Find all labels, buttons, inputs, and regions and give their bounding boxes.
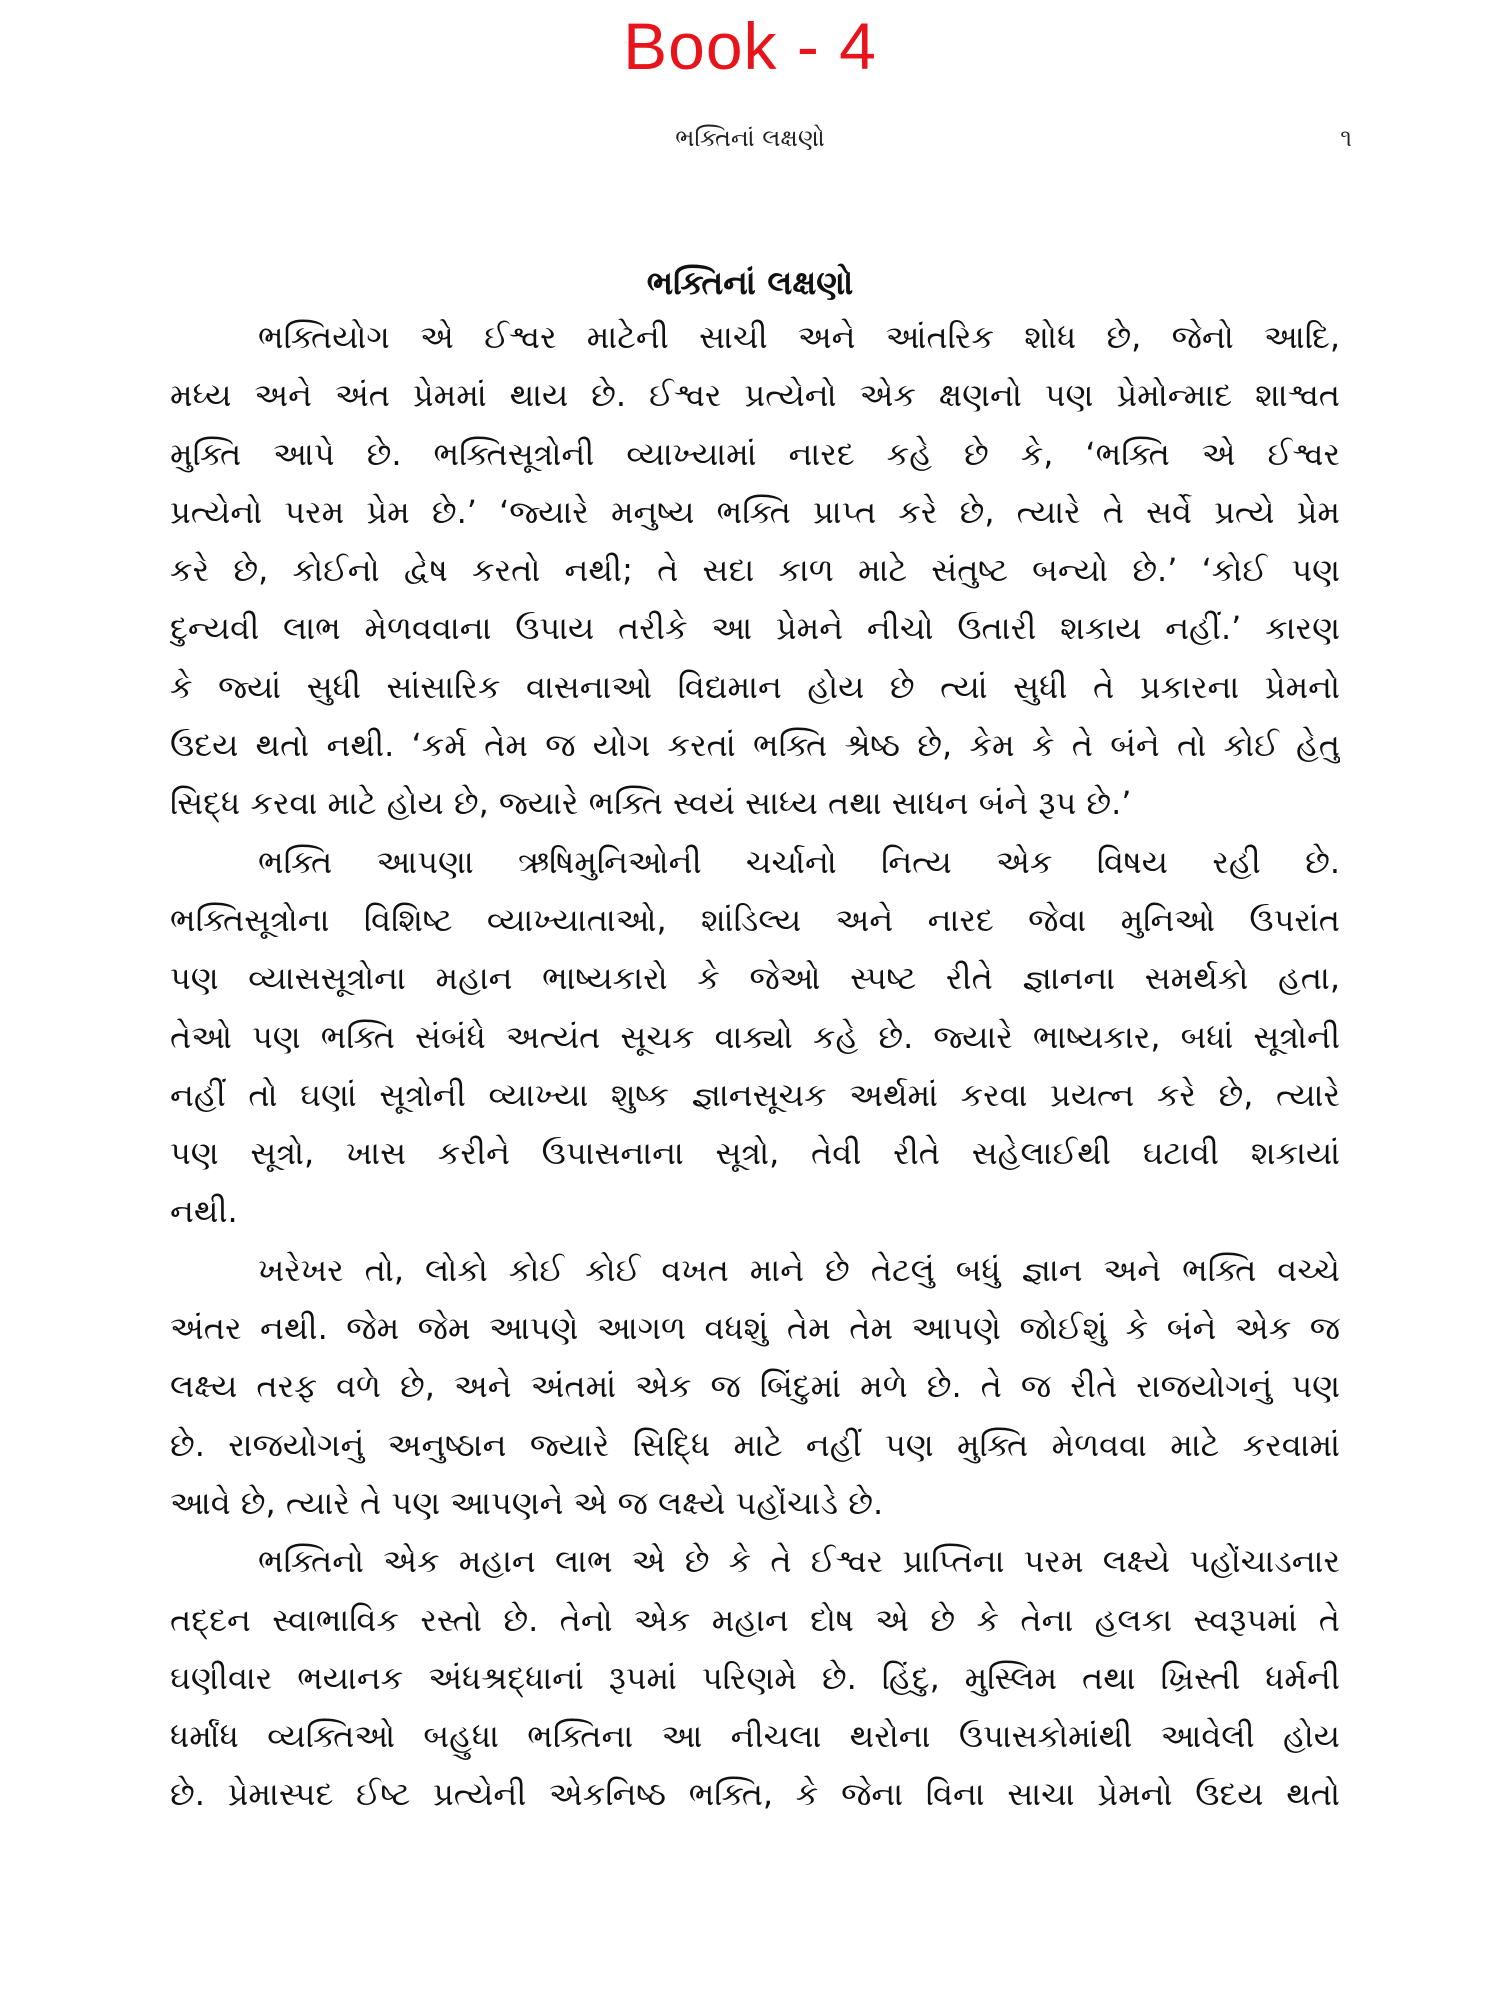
- text-line: ભક્તિસૂત્રોના વિશિષ્ટ વ્યાખ્યાતાઓ, શાંડિલ્ય અને નારદ જેવા મુનિઓ ઉપરાંત: [170, 900, 1340, 939]
- text-line: ખરેખર તો, લોકો કોઈ કોઈ વખત માને છે તેટલું બધું જ્ઞાન અને ભક્તિ વચ્ચે: [258, 1250, 1340, 1289]
- text-line: ભક્તિયોગ એ ઈશ્વર માટેની સાચી અને આંતરિક શોધ છે, જેનો આદિ,: [258, 318, 1340, 356]
- text-line: દુન્યવી લાભ મેળવવાના ઉપાય તરીકે આ પ્રેમને નીચો ઉતારી શકાય નહીં.’ કારણ: [170, 609, 1340, 648]
- chapter-title: ભક્તિનાં લક્ષણો: [646, 263, 854, 302]
- text-line: તદ્દન સ્વાભાવિક રસ્તો છે. તેનો એક મહાન દોષ એ છે કે તેના હલકા સ્વરૂપમાં તે: [170, 1600, 1340, 1639]
- text-line: કરે છે, કોઈનો દ્વેષ કરતો નથી; તે સદા કાળ માટે સંતુષ્ટ બન્યો છે.’ ‘કોઈ પણ: [170, 551, 1340, 590]
- text-line: લક્ષ્ય તરફ વળે છે, અને અંતમાં એક જ બિંદુમાં મળે છે. તે જ રીતે રાજયોગનું પણ: [170, 1367, 1340, 1406]
- running-header: [0, 124, 1500, 160]
- text-line: કે જ્યાં સુધી સાંસારિક વાસનાઓ વિદ્યમાન હોય છે ત્યાં સુધી તે પ્રકારના પ્રેમનો: [170, 667, 1340, 706]
- text-line: ભક્તિ આપણા ઋષિમુનિઓની ચર્ચાનો નિત્ય એક વિષય રહી છે.: [258, 842, 1340, 881]
- page-number: ૧: [1340, 124, 1352, 152]
- paragraph-3: [170, 1241, 1340, 1532]
- text-line: ઉદય થતો નથી. ‘કર્મ તેમ જ યોગ કરતાં ભક્તિ શ્રેષ્ઠ છે, કેમ કે તે બંને તો કોઈ હેતુ: [170, 726, 1340, 765]
- body-text: [170, 308, 1340, 1824]
- text-line: ધર્માંધ વ્યક્તિઓ બહુધા ભક્તિના આ નીચલા થરોના ઉપાસકોમાંથી આવેલી હોય: [170, 1717, 1340, 1756]
- paragraph-4: [170, 1532, 1340, 1823]
- text-line: નથી.: [170, 1192, 238, 1231]
- text-line: છે. પ્રેમાસ્પદ ઈષ્ટ પ્રત્યેની એકનિષ્ઠ ભક્તિ, કે જેના વિના સાચા પ્રેમનો ઉદય થતો: [170, 1775, 1340, 1814]
- running-title: ભક્તિનાં લક્ષણો: [675, 124, 825, 152]
- text-line: ઘણીવાર ભયાનક અંધશ્રદ્ધાનાં રૂપમાં પરિણમે છે. હિંદુ, મુસ્લિમ તથા ખ્રિસ્તી ધર્મની: [170, 1658, 1340, 1697]
- text-line: નહીં તો ઘણાં સૂત્રોની વ્યાખ્યા શુષ્ક જ્ઞાનસૂચક અર્થમાં કરવા પ્રયત્ન કરે છે, ત્યારે: [170, 1075, 1340, 1114]
- text-line: ભક્તિનો એક મહાન લાભ એ છે કે તે ઈશ્વર પ્રાપ્તિના પરમ લક્ષ્યે પહોંચાડનાર: [258, 1542, 1340, 1581]
- text-line: તેઓ પણ ભક્તિ સંબંધે અત્યંત સૂચક વાક્યો કહે છે. જ્યારે ભાષ્યકાર, બધાં સૂત્રોની: [170, 1017, 1340, 1056]
- paragraph-2: [170, 833, 1340, 1241]
- text-line: અંતર નથી. જેમ જેમ આપણે આગળ વધશું તેમ તેમ આપણે જોઈશું કે બંને એક જ: [170, 1309, 1340, 1348]
- text-line: સિદ્ધ કરવા માટે હોય છે, જ્યારે ભક્તિ સ્વયં સાધ્ય તથા સાધન બંને રૂપ છે.’: [170, 784, 1132, 823]
- paragraph-1: [170, 308, 1340, 833]
- text-line: પણ વ્યાસસૂત્રોના મહાન ભાષ્યકારો કે જેઓ સ્પષ્ટ રીતે જ્ઞાનના સમર્થકો હતા,: [170, 959, 1340, 998]
- text-line: મુક્તિ આપે છે. ભક્તિસૂત્રોની વ્યાખ્યામાં નારદ કહે છે કે, ‘ભક્તિ એ ઈશ્વર: [170, 434, 1340, 473]
- text-line: મધ્ય અને અંત પ્રેમમાં થાય છે. ઈશ્વર પ્રત્યેનો એક ક્ષણનો પણ પ્રેમોન્માદ શાશ્વત: [170, 376, 1340, 415]
- text-line: આવે છે, ત્યારે તે પણ આપણને એ જ લક્ષ્યે પહોંચાડે છે.: [170, 1483, 884, 1522]
- text-line: છે. રાજયોગનું અનુષ્ઠાન જ્યારે સિદ્ધિ માટે નહીં પણ મુક્તિ મેળવવા માટે કરવામાં: [170, 1425, 1340, 1464]
- text-line: પ્રત્યેનો પરમ પ્રેમ છે.’ ‘જ્યારે મનુષ્ય ભક્તિ પ્રાપ્ત કરે છે, ત્યારે તે સર્વે પ્રત્યે પ્રેમ: [170, 492, 1340, 531]
- book-label: Book - 4: [623, 9, 877, 83]
- text-line: પણ સૂત્રો, ખાસ કરીને ઉપાસનાના સૂત્રો, તેવી રીતે સહેલાઈથી ઘટાવી શકાયાં: [170, 1134, 1340, 1173]
